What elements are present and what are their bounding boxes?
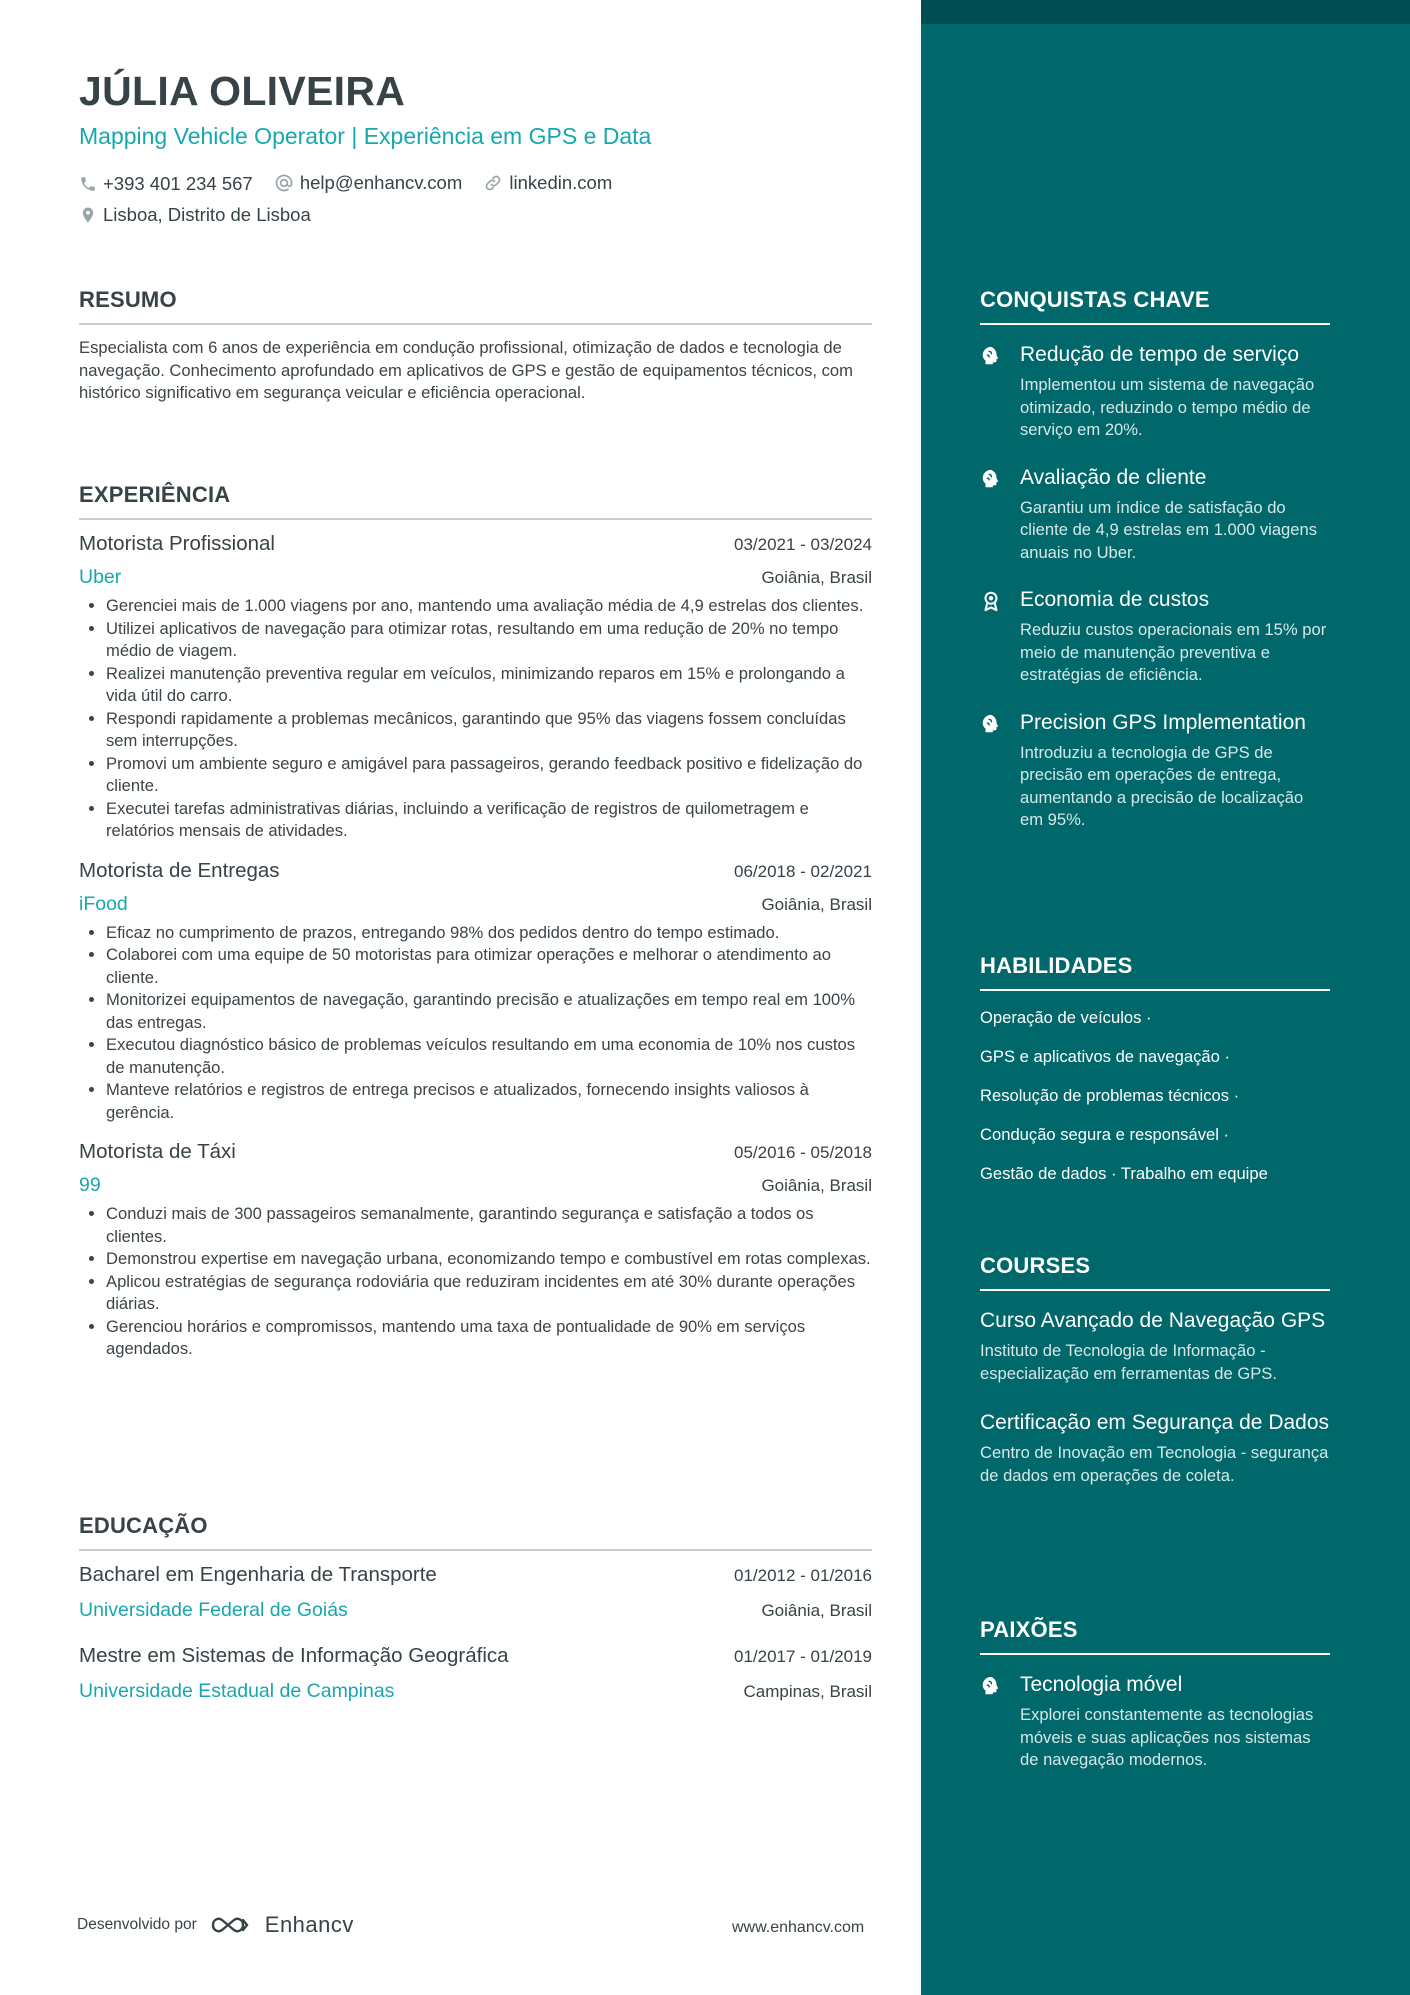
course-description: Centro de Inovação em Tecnologia - segurança de dados em operações de coleta. bbox=[980, 1443, 1329, 1485]
passion-item bbox=[980, 1671, 1330, 1772]
course-item bbox=[980, 1409, 1330, 1487]
footer-website[interactable]: www.enhancv.com bbox=[732, 1919, 865, 1936]
job-bullet: • Promovi um ambiente seguro e amigável para passageiros, gerando feedback positivo e fidelização do cliente. bbox=[106, 753, 872, 798]
job-bullet: • Manteve relatórios e registros de entrega precisos e atualizados, fornecendo insights valiosos à gerência. bbox=[106, 1079, 872, 1124]
job-title: Motorista Profissional bbox=[79, 532, 275, 555]
education-entry bbox=[79, 1563, 872, 1622]
achievement-item bbox=[980, 464, 1330, 565]
contact-email[interactable] bbox=[274, 170, 462, 196]
job-title: Motorista de Entregas bbox=[79, 858, 280, 882]
job-dates: 06/2018 - 02/2021 bbox=[733, 861, 872, 881]
contact-phone[interactable] bbox=[79, 171, 253, 197]
job-bullet: • Gerenciou horários e compromissos, mantendo uma taxa de pontualidade de 90% em serviços agendados. bbox=[106, 1316, 872, 1361]
education-entry bbox=[79, 1644, 872, 1703]
achievement-item bbox=[980, 586, 1330, 687]
job-bullet: • Utilizei aplicativos de navegação para otimizar rotas, resultando em uma redução de 20% no tempo médio de viagem. bbox=[106, 618, 872, 663]
achievement-description: Reduziu custos operacionais em 15% por meio de manutenção preventiva e estratégias de eficiência. bbox=[1020, 620, 1327, 684]
brain-icon bbox=[980, 1674, 1002, 1698]
brain-icon bbox=[980, 467, 1002, 491]
job-dates: 03/2021 - 03/2024 bbox=[733, 535, 872, 554]
skills-section bbox=[980, 953, 1330, 1202]
job-dates: 05/2016 - 05/2018 bbox=[733, 1143, 872, 1162]
passion-title: Tecnologia móvel bbox=[1020, 1673, 1183, 1696]
job-bullets bbox=[79, 922, 872, 1125]
job-bullet: • Respondi rapidamente a problemas mecânicos, garantindo que 95% das viagens fossem concluídas sem interrupções. bbox=[106, 708, 872, 753]
sidebar-top-band bbox=[921, 0, 1410, 24]
job-bullet: • Executou diagnóstico básico de problemas veículos resultando em uma economia de 10% nos custos de manutenção. bbox=[106, 1034, 872, 1079]
at-icon bbox=[274, 173, 294, 193]
education-section bbox=[79, 1513, 872, 1725]
passions-heading: PAIXÕES bbox=[980, 1617, 1330, 1655]
job-entry bbox=[79, 859, 872, 1125]
brain-icon bbox=[980, 712, 1002, 736]
experience-section bbox=[79, 482, 872, 1377]
email-text: help@enhancv.com bbox=[299, 172, 463, 193]
powered-by-text: Desenvolvido por bbox=[77, 1916, 197, 1933]
enhancv-logo-icon bbox=[209, 1912, 257, 1938]
achievements-section bbox=[980, 287, 1330, 854]
footer-branding bbox=[77, 1912, 354, 1938]
job-bullets bbox=[79, 1203, 872, 1361]
contact-location bbox=[79, 202, 311, 228]
summary-section bbox=[79, 287, 872, 405]
location-text: Lisboa, Distrito de Lisboa bbox=[103, 204, 311, 225]
job-entry bbox=[79, 532, 872, 843]
achievement-title: Avaliação de cliente bbox=[1020, 465, 1207, 489]
skill-line: GPS e aplicativos de navegação · bbox=[980, 1047, 1230, 1066]
link-icon bbox=[483, 173, 503, 193]
job-bullets bbox=[79, 595, 872, 843]
brain-icon bbox=[980, 344, 1002, 368]
candidate-headline: Mapping Vehicle Operator | Experiência em GPS e Data bbox=[79, 123, 652, 149]
job-company: iFood bbox=[79, 892, 128, 915]
course-item bbox=[980, 1307, 1330, 1385]
courses-section bbox=[980, 1253, 1330, 1511]
skill-line: Gestão de dados · Trabalho em equipe bbox=[980, 1164, 1268, 1183]
job-entry bbox=[79, 1140, 872, 1361]
contact-info bbox=[79, 170, 879, 230]
achievement-title: Precision GPS Implementation bbox=[1020, 710, 1306, 734]
achievement-description: Implementou um sistema de navegação otimizado, reduzindo o tempo médio de serviço em 20%. bbox=[1020, 375, 1315, 439]
skills-heading: HABILIDADES bbox=[980, 953, 1330, 991]
achievement-item bbox=[980, 341, 1330, 442]
job-bullet: • Realizei manutenção preventiva regular em veículos, minimizando reparos em 15% e prolongando a vida útil do carro. bbox=[106, 663, 872, 708]
achievement-description: Introduziu a tecnologia de GPS de precisão em operações de entrega, aumentando a precisão de localização em 95%. bbox=[1020, 742, 1304, 829]
school: Universidade Federal de Goiás bbox=[79, 1599, 348, 1621]
skill-line: Resolução de problemas técnicos · bbox=[980, 1086, 1240, 1105]
job-bullet: • Gerenciei mais de 1.000 viagens por ano, mantendo uma avaliação média de 4,9 estrelas dos clientes. bbox=[106, 595, 872, 618]
summary-text: Especialista com 6 anos de experiência em condução profissional, otimização de dados e tecnologia de navegação. Conhecimento aprofundado em aplicativos de GPS e gestão de equipamentos técnicos, com histórico significativo em segurança veicular e eficiência operacional. bbox=[79, 338, 853, 402]
school: Universidade Estadual de Campinas bbox=[79, 1680, 395, 1702]
achievement-item bbox=[980, 709, 1330, 832]
enhancv-brand-text: Enhancv bbox=[264, 1912, 354, 1937]
education-dates: 01/2017 - 01/2019 bbox=[733, 1647, 872, 1666]
achievement-title: Redução de tempo de serviço bbox=[1020, 343, 1299, 366]
job-bullet: • Conduzi mais de 300 passageiros semanalmente, garantindo segurança e satisfação a todos os clientes. bbox=[106, 1203, 872, 1248]
job-bullet: • Monitorizei equipamentos de navegação, garantindo precisão e atualizações em tempo real em 100% das entregas. bbox=[106, 989, 872, 1034]
course-title: Certificação em Segurança de Dados bbox=[980, 1411, 1330, 1434]
location-pin-icon bbox=[79, 205, 97, 225]
job-location: Goiânia, Brasil bbox=[761, 894, 872, 914]
achievements-heading: CONQUISTAS CHAVE bbox=[980, 287, 1330, 325]
education-dates: 01/2012 - 01/2016 bbox=[733, 1566, 872, 1585]
phone-text: +393 401 234 567 bbox=[103, 173, 253, 194]
achievement-description: Garantiu um índice de satisfação do cliente de 4,9 estrelas em 1.000 viagens anuais no Uber. bbox=[1020, 497, 1318, 562]
education-heading: EDUCAÇÃO bbox=[79, 1513, 872, 1551]
job-location: Goiânia, Brasil bbox=[761, 568, 872, 587]
linkedin-text: linkedin.com bbox=[509, 172, 613, 193]
job-bullet: • Colaborei com uma equipe de 50 motoristas para otimizar operações e melhorar o atendimento ao cliente. bbox=[106, 944, 872, 989]
job-bullet: • Executei tarefas administrativas diárias, incluindo a verificação de registros de quilometragem e relatórios mensais de atividades. bbox=[106, 798, 872, 843]
job-bullet: • Aplicou estratégias de segurança rodoviária que reduziram incidentes em até 30% durante operações diárias. bbox=[106, 1271, 872, 1316]
education-location: Goiânia, Brasil bbox=[761, 1601, 872, 1620]
passions-section bbox=[980, 1617, 1330, 1794]
course-title: Curso Avançado de Navegação GPS bbox=[980, 1309, 1326, 1332]
experience-heading: EXPERIÊNCIA bbox=[79, 482, 872, 520]
award-icon bbox=[980, 589, 1002, 613]
courses-heading: COURSES bbox=[980, 1253, 1330, 1291]
job-company: 99 bbox=[79, 1174, 101, 1196]
phone-icon bbox=[79, 175, 97, 193]
job-company: Uber bbox=[79, 566, 122, 588]
job-title: Motorista de Táxi bbox=[79, 1140, 236, 1163]
passion-description: Explorei constantemente as tecnologias móveis e suas aplicações nos sistemas de navegação modernos. bbox=[1020, 1705, 1314, 1769]
achievement-title: Economia de custos bbox=[1020, 588, 1210, 611]
course-description: Instituto de Tecnologia de Informação - especialização em ferramentas de GPS. bbox=[980, 1341, 1277, 1383]
candidate-name: JÚLIA OLIVEIRA bbox=[79, 68, 406, 114]
skill-line: Operação de veículos · bbox=[980, 1008, 1152, 1027]
skill-line: Condução segura e responsável · bbox=[980, 1125, 1230, 1144]
degree: Mestre em Sistemas de Informação Geográfica bbox=[79, 1644, 509, 1667]
job-bullet: • Eficaz no cumprimento de prazos, entregando 98% dos pedidos dentro do tempo estimado. bbox=[106, 922, 872, 945]
summary-heading: RESUMO bbox=[79, 287, 872, 325]
degree: Bacharel em Engenharia de Transporte bbox=[79, 1563, 437, 1586]
job-bullet: • Demonstrou expertise em navegação urbana, economizando tempo e combustível em rotas complexas. bbox=[106, 1248, 872, 1271]
contact-linkedin[interactable] bbox=[483, 170, 612, 196]
education-location: Campinas, Brasil bbox=[743, 1682, 872, 1701]
job-location: Goiânia, Brasil bbox=[761, 1176, 872, 1195]
